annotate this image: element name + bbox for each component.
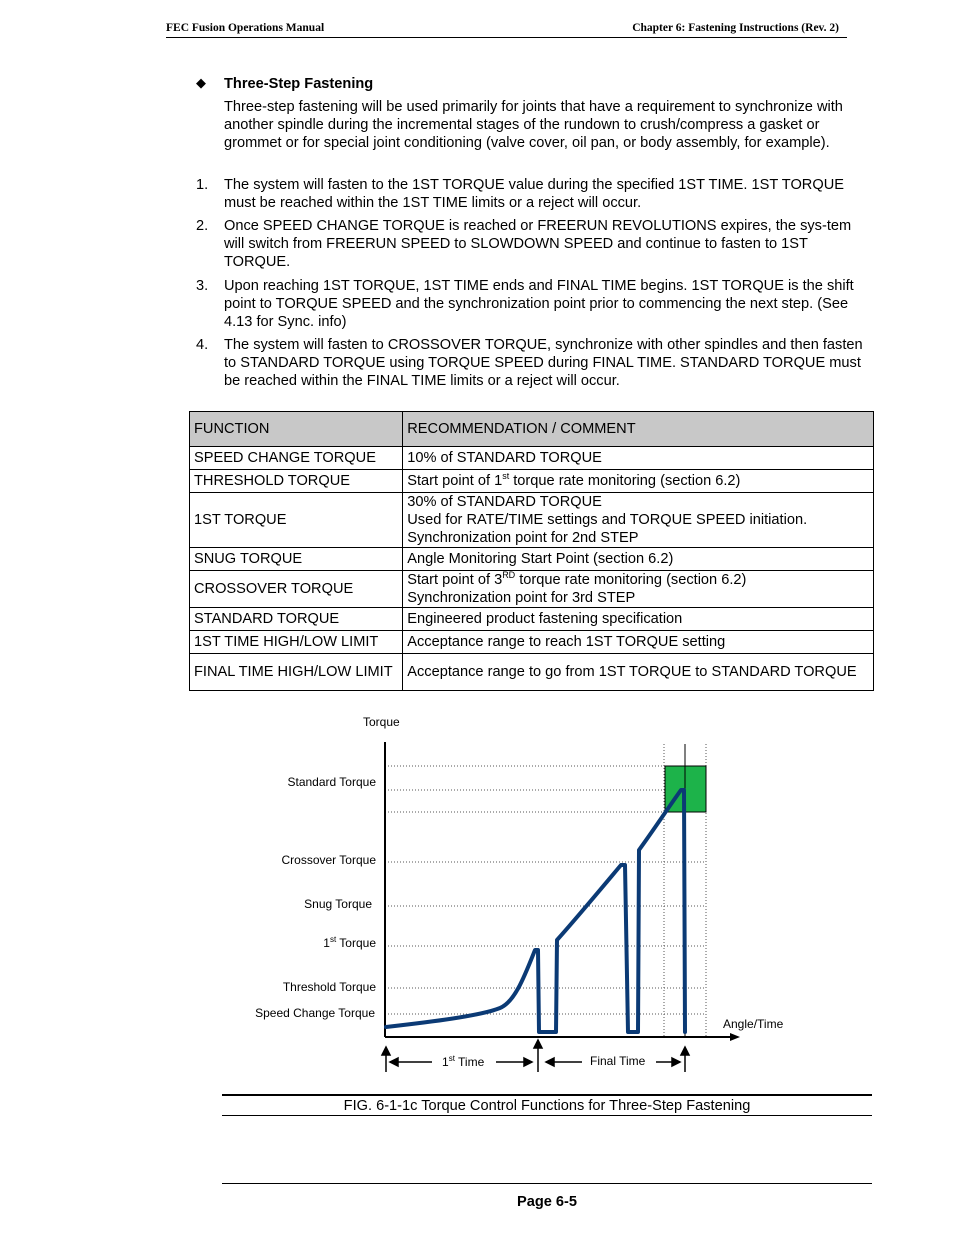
arrow-up-icon xyxy=(681,1047,689,1055)
step-text: The system will fasten to the 1ST TORQUE value during the specified 1ST TIME. 1ST TORQUE must be reached within the 1ST TIME limits or a reject will occur. xyxy=(224,177,844,211)
label-snug-torque: Snug Torque xyxy=(304,897,372,911)
arrow-right-icon xyxy=(524,1058,532,1066)
step-number: 2. xyxy=(196,218,209,234)
step-number: 3. xyxy=(196,278,209,294)
superscript: st xyxy=(329,935,337,944)
comment-line: 30% of STANDARD TORQUE xyxy=(407,494,602,510)
step-number: 4. xyxy=(196,337,209,353)
function-cell: 1ST TIME HIGH/LOW LIMIT xyxy=(190,631,403,654)
arrow-up-icon xyxy=(534,1040,542,1048)
function-cell: CROSSOVER TORQUE xyxy=(190,571,403,608)
torque-curve xyxy=(386,790,685,1032)
label-standard-torque: Standard Torque xyxy=(287,775,376,789)
diamond-bullet-icon: ◆ xyxy=(196,75,206,90)
arrow-left-icon xyxy=(390,1058,398,1066)
comment-cell: 10% of STANDARD TORQUE xyxy=(403,447,874,470)
label-speed-change-torque: Speed Change Torque xyxy=(255,1006,375,1020)
comment-cell: Engineered product fastening specification xyxy=(403,608,874,631)
comment-cell: Acceptance range to go from 1ST TORQUE to STANDARD TORQUE xyxy=(403,654,874,691)
step-text: The system will fasten to CROSSOVER TORQUE, synchronize with other spindles and then fasten to STANDARD TORQUE using TORQUE SPEED during FINAL TIME. STANDARD TORQUE must be reached within the FINAL TIME limits or a reject will occur. xyxy=(224,337,863,389)
label-first-time xyxy=(442,1054,485,1069)
function-cell: SPEED CHANGE TORQUE xyxy=(190,447,403,470)
superscript: st xyxy=(448,1054,455,1063)
step-text: Once SPEED CHANGE TORQUE is reached or FREERUN REVOLUTIONS expires, the sys-tem will switch from FREERUN SPEED to SLOWDOWN SPEED and continue to fasten to 1ST TORQUE. xyxy=(224,218,852,270)
level-gridlines xyxy=(385,744,706,1036)
page-number: Page 6-5 xyxy=(516,1194,578,1210)
label-text: 1 xyxy=(442,1055,449,1069)
x-axis-label: Angle/Time xyxy=(723,1017,784,1031)
label-crossover-torque: Crossover Torque xyxy=(281,853,376,867)
arrow-right-icon xyxy=(672,1058,680,1066)
function-cell: STANDARD TORQUE xyxy=(190,608,403,631)
column-header-function: FUNCTION xyxy=(190,412,403,447)
step-number: 1. xyxy=(196,177,209,193)
superscript: st xyxy=(502,471,510,482)
comment-text: torque rate monitoring (section 6.2) xyxy=(515,572,747,588)
manual-title: FEC Fusion Operations Manual xyxy=(166,22,325,34)
label-final-time: Final Time xyxy=(590,1054,646,1068)
comment-cell: Acceptance range to reach 1ST TORQUE setting xyxy=(403,631,874,654)
label-threshold-torque: Threshold Torque xyxy=(282,980,376,994)
function-cell: THRESHOLD TORQUE xyxy=(190,470,403,493)
label-first-torque xyxy=(323,935,376,950)
label-text: Time xyxy=(454,1055,485,1069)
figure-caption: FIG. 6-1-1c Torque Control Functions for Three-Step Fastening xyxy=(222,1097,872,1116)
chapter-title: Chapter 6: Fastening Instructions (Rev. 2) xyxy=(632,22,839,34)
footer-rule xyxy=(222,1183,872,1184)
comment-text: torque rate monitoring (section 6.2) xyxy=(509,473,741,489)
section-heading: Three-Step Fastening xyxy=(224,76,374,92)
function-cell: SNUG TORQUE xyxy=(190,548,403,571)
comment-text: Start point of 1 xyxy=(407,473,503,489)
superscript: RD xyxy=(502,570,516,581)
section-intro: Three-step fastening will be used primarily for joints that have a requirement to synchronize with another spindle during the incremental stages of the rundown to crush/compress a gasket or grommet or for special joint conditioning (valve cover, oil pan, or body assembly, for example). xyxy=(224,99,843,151)
comment-line: Synchronization point for 2nd STEP xyxy=(407,530,639,546)
caption-rule xyxy=(222,1094,872,1096)
comment-line: Synchronization point for 3rd STEP xyxy=(407,590,636,606)
label-text: Torque xyxy=(336,936,376,950)
comment-cell: Angle Monitoring Start Point (section 6.2) xyxy=(403,548,874,571)
arrow-up-icon xyxy=(382,1047,390,1055)
x-axis-arrow-icon xyxy=(730,1033,740,1041)
function-cell: 1ST TORQUE xyxy=(190,493,403,548)
label-text: 1 xyxy=(323,936,330,950)
function-cell: FINAL TIME HIGH/LOW LIMIT xyxy=(190,654,403,691)
column-header-comment: RECOMMENDATION / COMMENT xyxy=(403,412,874,447)
arrow-left-icon xyxy=(546,1058,554,1066)
comment-text: Start point of 3 xyxy=(407,572,503,588)
comment-line: Used for RATE/TIME settings and TORQUE SPEED initiation. xyxy=(407,512,808,528)
y-axis-label: Torque xyxy=(363,715,400,729)
step-text: Upon reaching 1ST TORQUE, 1ST TIME ends and FINAL TIME begins. 1ST TORQUE is the shift point to TORQUE SPEED and the synchronization point prior to commencing the next step. (See 4.13 for Sync. info) xyxy=(224,278,854,330)
